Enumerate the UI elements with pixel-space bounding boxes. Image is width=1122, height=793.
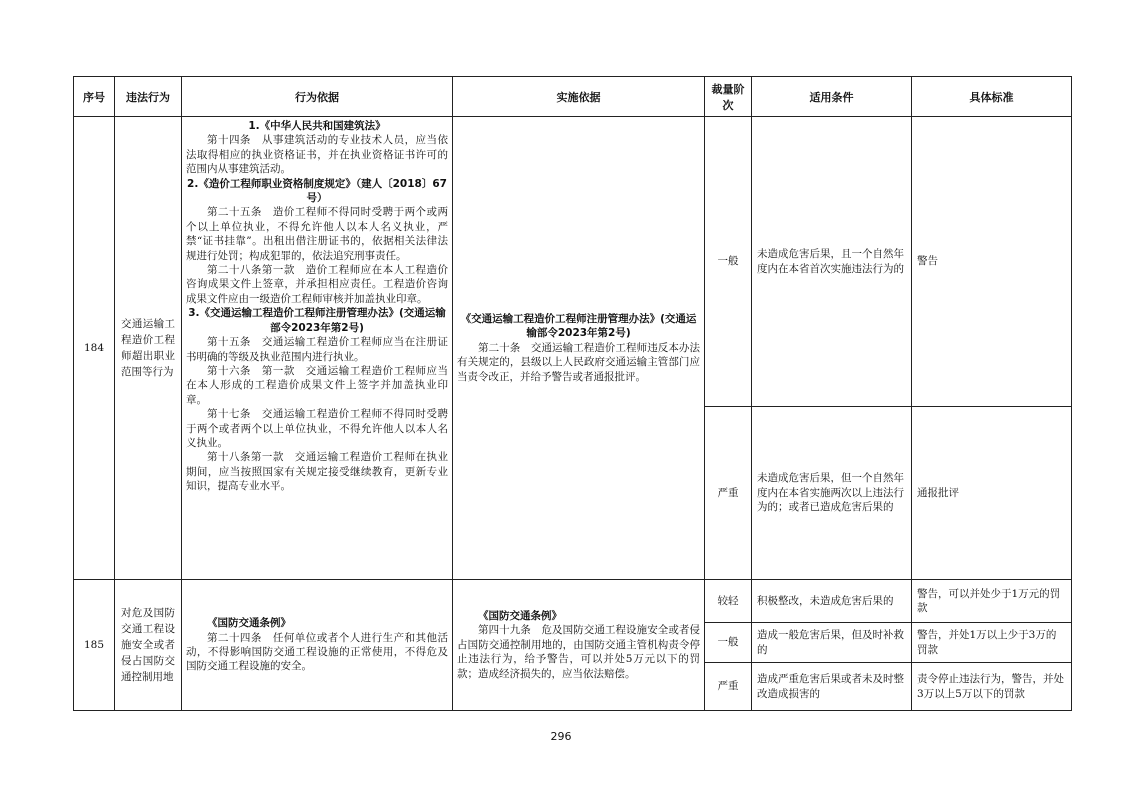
header-condition: 适用条件: [752, 77, 912, 117]
basis-article: 第二十八条第一款 造价工程师应在本人工程造价咨询成果文件上签章，并承担相应责任。工程造价咨询成果文件应由一级造价工程师审核并加盖执业印章。: [186, 264, 448, 305]
condition-cell: 造成一般危害后果，但及时补救的: [752, 623, 912, 663]
standard-cell: 责令停止违法行为，警告，并处3万以上5万以下的罚款: [912, 663, 1072, 711]
basis-law-title: 2.《造价工程师职业资格制度规定》（建人〔2018〕67号）: [187, 177, 447, 205]
basis-article: 第十七条 交通运输工程造价工程师不得同时受聘于两个或者两个以上单位执业，不得允许他人以本人名义执业。: [186, 408, 448, 449]
basis-article: 第二十四条 任何单位或者个人进行生产和其他活动，不得影响国防交通工程设施的正常使用，不得危及国防交通工程设施的安全。: [186, 631, 448, 673]
penalty-discretion-table: [73, 76, 1072, 711]
standard-cell: 警告，可以并处少于1万元的罚款: [912, 580, 1072, 623]
basis-law-title: 3.《交通运输工程造价工程师注册管理办法》(交通运输部令2023年第2号): [188, 307, 446, 334]
implementation-cell: [453, 117, 705, 580]
basis-law-title: 《国防交通条例》: [207, 617, 291, 630]
impl-law-title: 《交通运输工程造价工程师注册管理办法》(交通运输部令2023年第2号): [460, 312, 697, 340]
violation-cell: 交通运输工程造价工程师超出职业范围等行为: [115, 117, 182, 580]
basis-article: 第十八条第一款 交通运输工程造价工程师在执业期间，应当按照国家有关规定接受继续教育，更新专业知识，提高专业水平。: [186, 451, 448, 493]
condition-cell: 未造成危害后果，且一个自然年度内在本省首次实施违法行为的: [752, 117, 912, 407]
row-number: 184: [74, 117, 115, 580]
implementation-cell: [453, 580, 705, 711]
page-number: 296: [550, 730, 572, 743]
standard-cell: 警告: [912, 117, 1072, 407]
basis-cell: [182, 117, 453, 580]
row-number: 185: [74, 580, 115, 711]
impl-article: 第四十九条 危及国防交通工程设施安全或者侵占国防交通控制用地的，由国防交通主管机构责令停止违法行为，给予警告，可以并处5万元以下的罚款；造成经济损失的，应当依法赔偿。: [457, 624, 700, 680]
level-cell: 一般: [705, 117, 752, 407]
header-no: 序号: [74, 77, 115, 117]
condition-cell: 造成严重危害后果或者未及时整改造成损害的: [752, 663, 912, 711]
header-implementation: 实施依据: [453, 77, 705, 117]
standard-cell: 通报批评: [912, 407, 1072, 580]
table-header-row: [74, 77, 1072, 117]
header-violation: 违法行为: [115, 77, 182, 117]
condition-cell: 积极整改，未造成危害后果的: [752, 580, 912, 623]
level-cell: 严重: [705, 407, 752, 580]
basis-law-title: 1.《中华人民共和国建筑法》: [248, 120, 386, 132]
header-standard: 具体标准: [912, 77, 1072, 117]
violation-cell: 对危及国防交通工程设施安全或者侵占国防交通控制用地: [115, 580, 182, 711]
table-row: [74, 580, 1072, 623]
basis-cell: [182, 580, 453, 711]
impl-article: 第二十条 交通运输工程造价工程师违反本办法有关规定的，县级以上人民政府交通运输主管部门应当责令改正，并给予警告或者通报批评。: [457, 341, 700, 383]
table-row: [74, 117, 1072, 407]
level-cell: 一般: [705, 623, 752, 663]
basis-article: 第十五条 交通运输工程造价工程师应当在注册证书明确的等级及执业范围内进行执业。: [186, 336, 448, 363]
header-basis: 行为依据: [182, 77, 453, 117]
standard-cell: 警告，并处1万以上少于3万的罚款: [912, 623, 1072, 663]
basis-article: 第十四条 从事建筑活动的专业技术人员，应当依法取得相应的执业资格证书，并在执业资格证书许可的范围内从事建筑活动。: [186, 134, 448, 176]
basis-article: 第二十五条 造价工程师不得同时受聘于两个或两个以上单位执业，不得允许他人以本人名义执业，严禁“证书挂靠”。出租出借注册证书的，依据相关法律法规进行处罚；构成犯罪的，依法追究刑事责任。: [186, 206, 448, 262]
condition-cell: 未造成危害后果，但一个自然年度内在本省实施两次以上违法行为的；或者已造成危害后果的: [752, 407, 912, 580]
impl-law-title: 《国防交通条例》: [478, 609, 562, 622]
header-level: 裁量阶次: [705, 77, 752, 117]
level-cell: 严重: [705, 663, 752, 711]
level-cell: 较轻: [705, 580, 752, 623]
basis-article: 第十六条 第一款 交通运输工程造价工程师应当在本人形成的工程造价成果文件上签字并加盖执业印章。: [186, 364, 448, 406]
